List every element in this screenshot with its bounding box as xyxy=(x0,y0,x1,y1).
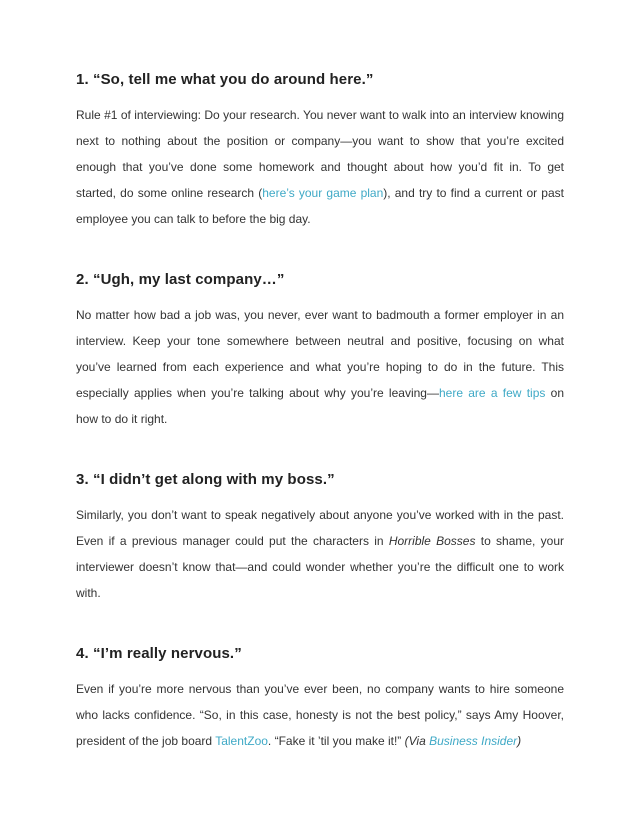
paragraph-text: Even if you’re more nervous than you’ve ever been, no company wants to hire someone who lacks confidence. “So, in this case, honesty is not the best policy,” says Amy Hoover, president of the job board xyxy=(76,682,564,748)
section-paragraph xyxy=(76,676,564,754)
spacer xyxy=(76,232,564,270)
paragraph-text: No matter how bad a job was, you never, ever want to badmouth a former employer in an interview. Keep your tone somewhere between neutral and positive, focusing on what you’ve learned from each experience and what you’re hoping to do in the future. This especially applies when you’re talking about why you’re leaving— xyxy=(76,308,564,400)
source-text: ) xyxy=(517,734,522,748)
section-paragraph xyxy=(76,502,564,606)
section-heading: 2. “Ugh, my last company…” xyxy=(76,271,285,288)
paragraph-text: . “Fake it ’til you make it!” xyxy=(267,734,405,748)
business-insider-link[interactable]: Business Insider xyxy=(429,734,518,748)
paragraph-text: Similarly, you don’t want to speak negatively about anyone you’ve worked with in the past. Even if a previous manager could put the characters in xyxy=(76,508,564,548)
section-paragraph xyxy=(76,102,564,232)
section-heading: 1. “So, tell me what you do around here.” xyxy=(76,71,374,88)
paragraph-text: on how to do it right. xyxy=(76,386,565,426)
spacer xyxy=(76,606,564,644)
section-heading: 4. “I’m really nervous.” xyxy=(76,645,242,662)
section-paragraph xyxy=(76,302,564,432)
section-2 xyxy=(76,270,564,432)
talentzoo-link[interactable]: TalentZoo xyxy=(215,734,268,748)
spacer xyxy=(76,432,564,470)
paragraph-text: ), and try to find a current or past employee you can talk to before the big day. xyxy=(76,186,564,226)
game-plan-link[interactable]: here’s your game plan xyxy=(262,186,384,200)
paragraph-text: to shame, your interviewer doesn’t know that—and could wonder whether you’re the difficult one to work with. xyxy=(76,534,564,600)
section-3 xyxy=(76,470,564,606)
paragraph-text: Rule #1 of interviewing: Do your research. You never want to walk into an interview knowing next to nothing about the position or company—you want to show that you’re excited enough that you’ve done some homework and thought about how you’d fit in. To get started, do some online research ( xyxy=(76,108,564,200)
section-4 xyxy=(76,644,564,754)
section-heading: 3. “I didn’t get along with my boss.” xyxy=(76,471,335,488)
source-text: (Via xyxy=(404,734,430,748)
section-1 xyxy=(76,70,564,232)
movie-title: Horrible Bosses xyxy=(388,534,476,548)
document-page xyxy=(76,70,564,754)
tips-link[interactable]: here are a few tips xyxy=(438,386,546,400)
